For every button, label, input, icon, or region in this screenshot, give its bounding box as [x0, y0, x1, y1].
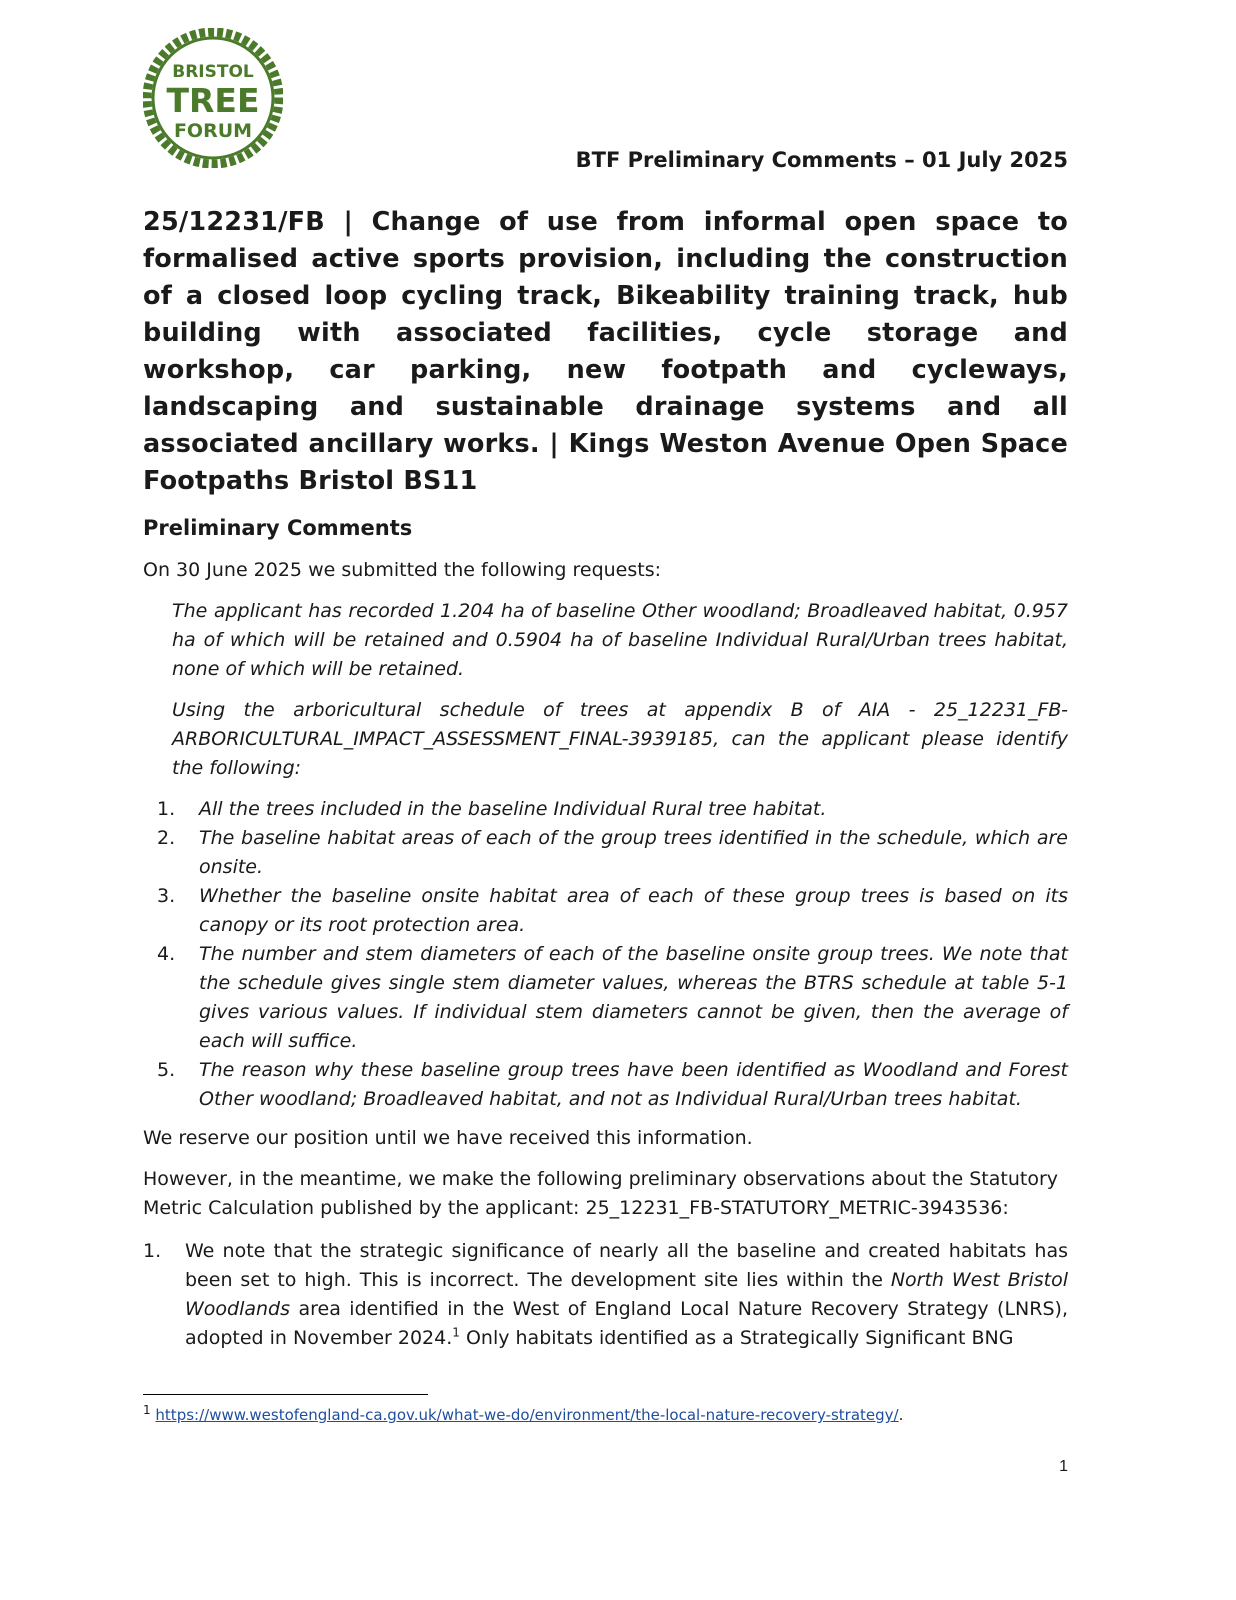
list-item [143, 1056, 1068, 1114]
request-quote [172, 597, 1068, 783]
intro-paragraph: On 30 June 2025 we submitted the following requests: [143, 559, 662, 581]
footnote-divider [143, 1394, 428, 1395]
header-date-line: BTF Preliminary Comments – 01 July 2025 [575, 148, 1068, 172]
document-body [143, 204, 1068, 1353]
list-item-text: The baseline habitat areas of each of the group trees identified in the schedule, which are onsite. [199, 827, 1068, 878]
list-item [143, 795, 1068, 824]
list-item-text: The number and stem diameters of each of the baseline onsite group trees. We note that the schedule gives single stem diameter values, whereas the BTRS schedule at table 5-1 gives various values. If individual stem diameters cannot be given, then the average of each will suffice. [199, 943, 1068, 1052]
list-number: 1. [157, 798, 176, 820]
quote-paragraph: The applicant has recorded 1.204 ha of baseline Other woodland; Broadleaved habitat, 0.957 ha of which will be retained and 0.5904 ha of baseline Individual Rural/Urban trees habitat, none of which will be retained. [172, 600, 1068, 680]
section-heading: Preliminary Comments [143, 516, 413, 540]
application-title: 25/12231/FB | Change of use from informal open space to formalised active sports provision, including the construction of a closed loop cycling track, Bikeability training track, hub building with associated facilities, cycle storage and workshop, car parking, new footpath and cycleways, landscaping and sustainable drainage systems and all associated ancillary works. | Kings Weston Avenue Open Space Footpaths Bristol BS11 [143, 207, 1068, 496]
list-number: 3. [157, 885, 176, 907]
observation-text-3: Only habitats identified as a Strategically Significant BNG [459, 1327, 1014, 1349]
logo-emblem [143, 28, 283, 168]
list-item [143, 1237, 1068, 1353]
reserve-paragraph: We reserve our position until we have received this information. [143, 1127, 753, 1149]
logo-line1: BRISTOL [172, 62, 254, 82]
footnote-link[interactable]: https://www.westofengland-ca.gov.uk/what-we-do/environment/the-local-nature-recovery-strategy/ [155, 1406, 899, 1424]
list-item-text: Whether the baseline onsite habitat area of each of these group trees is based on its canopy or its root protection area. [199, 885, 1068, 936]
footnote [143, 1405, 903, 1425]
meantime-paragraph: However, in the meantime, we make the following preliminary observations about the Statutory Metric Calculation published by the applicant: 25_12231_FB-STATUTORY_METRIC-3943536: [143, 1168, 1059, 1219]
observation-text-1: We note that the strategic significance of nearly all the baseline and created habitats has been set to high. This is incorrect. The development site lies within the [185, 1240, 1068, 1291]
logo-line2: TREE [166, 81, 260, 120]
observation-list [143, 1237, 1068, 1353]
footnote-reference[interactable]: 1 [452, 1325, 460, 1340]
footnote-marker: 1 [143, 1403, 151, 1417]
request-list [143, 795, 1068, 1114]
list-number: 2. [157, 827, 176, 849]
list-item-text: The reason why these baseline group trees have been identified as Woodland and Forest Other woodland; Broadleaved habitat, and not as Individual Rural/Urban trees habitat. [199, 1059, 1068, 1110]
list-item [143, 940, 1068, 1056]
list-number: 1. [143, 1240, 162, 1262]
bristol-tree-forum-logo [143, 28, 283, 168]
list-number: 4. [157, 943, 176, 965]
observation-text-2: area identified in the West of England Local Nature Recovery Strategy (LNRS), adopted in November 2024. [185, 1298, 1068, 1349]
list-item [143, 824, 1068, 882]
observation-italic: North West Bristol Woodlands [185, 1269, 1069, 1320]
logo-line3: FORUM [173, 120, 253, 142]
list-item [143, 882, 1068, 940]
list-item-text: All the trees included in the baseline Individual Rural tree habitat. [199, 798, 827, 820]
page-number: 1 [1059, 1458, 1068, 1475]
list-number: 5. [157, 1059, 176, 1081]
quote-paragraph: Using the arboricultural schedule of trees at appendix B of AIA - 25_12231_FB-ARBORICULTURAL_IMPACT_ASSESSMENT_FINAL-3939185, can the applicant please identify the following: [172, 699, 1068, 779]
footnote-trail: . [898, 1406, 904, 1424]
